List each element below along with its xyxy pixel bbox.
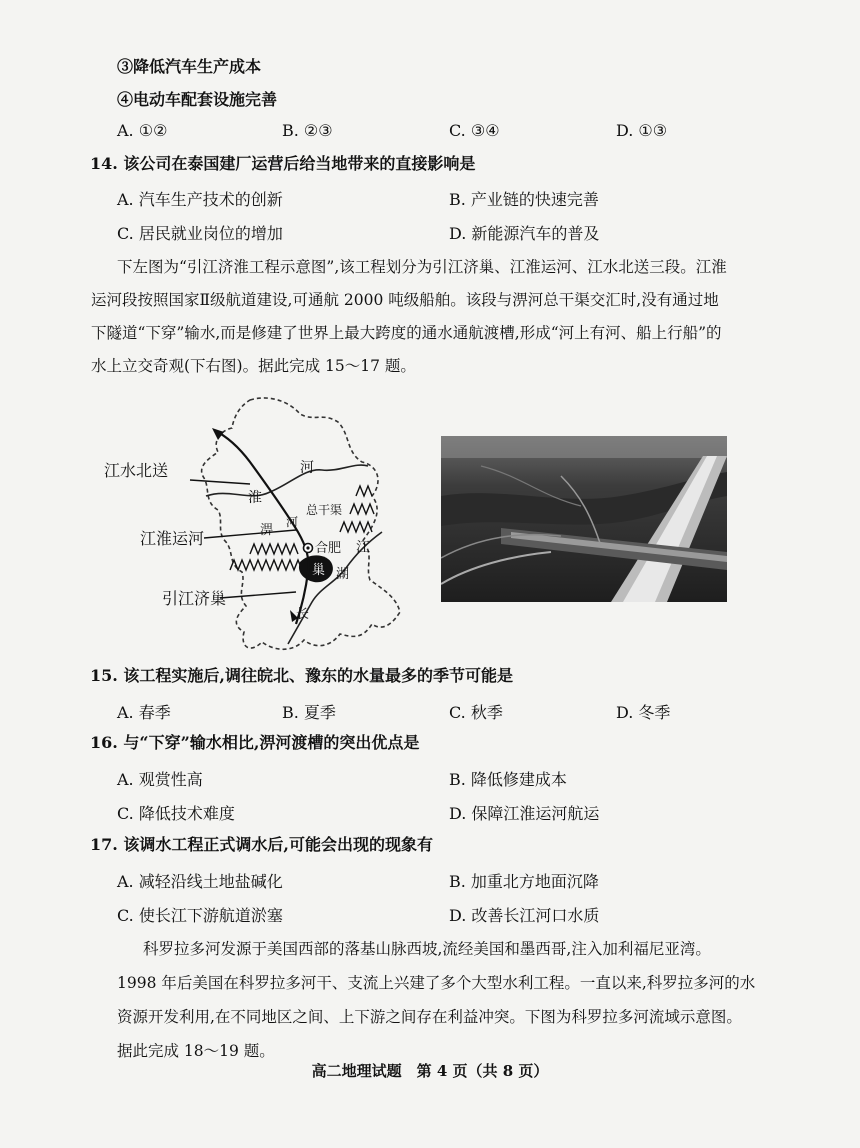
prev-choice-c: C. ③④ — [449, 121, 500, 140]
label-chao: 巢 — [312, 563, 326, 578]
passage1-line-4: 水上立交奇观(下右图)。据此完成 15～17 题。 — [91, 357, 416, 375]
prev-option-item-3: ③降低汽车生产成本 — [117, 57, 262, 76]
label-zong-gan-qu: 总干渠 — [306, 503, 343, 517]
prev-choice-b: B. ②③ — [282, 121, 333, 140]
label-jiang: 江 — [356, 540, 370, 556]
label-jiangshui-beisong: 江水北送 — [104, 461, 169, 480]
label-hu: 湖 — [336, 567, 350, 582]
leader-line-north — [190, 480, 250, 484]
route-arrow-head-icon — [212, 428, 224, 440]
passage2-line-2: 1998 年后美国在科罗拉多河干、支流上兴建了多个大型水利工程。一直以来,科罗拉多河的水 — [117, 974, 756, 992]
leader-line-chao — [220, 592, 296, 598]
q14-option-b: B. 产业链的快速完善 — [449, 190, 599, 209]
q17-option-b: B. 加重北方地面沉降 — [449, 872, 599, 891]
passage2-line-1: 科罗拉多河发源于美国西部的落基山脉西坡,流经美国和墨西哥,注入加利福尼亚湾。 — [143, 940, 711, 958]
q15-option-b: B. 夏季 — [282, 703, 336, 722]
passage2-line-3: 资源开发利用,在不同地区之间、上下游之间存在利益冲突。下图为科罗拉多河流域示意图。 — [117, 1008, 742, 1026]
question-16-stem: 16. 与“下穿”输水相比,淠河渡槽的突出优点是 — [90, 733, 420, 752]
q14-option-d: D. 新能源汽车的普及 — [449, 224, 600, 243]
label-hefei: 合肥 — [315, 541, 342, 556]
label-pi: 淠 — [260, 523, 274, 538]
label-he2: 河 — [286, 515, 299, 529]
prev-choice-d: D. ①③ — [616, 121, 668, 140]
q14-option-c: C. 居民就业岗位的增加 — [117, 224, 283, 243]
aqueduct-aerial-photo — [441, 436, 727, 602]
q16-option-b: B. 降低修建成本 — [449, 770, 567, 789]
label-huai: 淮 — [248, 490, 262, 506]
label-jianghuai-yunhe: 江淮运河 — [140, 529, 205, 548]
page-footer: 高二地理试题 第 4 页（共 8 页） — [311, 1062, 549, 1080]
yinjiangjihuai-map — [100, 392, 420, 657]
label-yinjiang-jichao: 引江济巢 — [162, 589, 227, 608]
passage1-line-3: 下隧道“下穿”输水,而是修建了世界上最大跨度的通水通航渡槽,形成“河上有河、船上行船”的 — [91, 324, 722, 342]
prev-option-item-4: ④电动车配套设施完善 — [117, 90, 278, 109]
leader-line-canal — [204, 530, 296, 538]
prev-choice-a: A. ①② — [117, 121, 168, 140]
q17-option-d: D. 改善长江河口水质 — [449, 906, 600, 925]
passage-yinjiangjihuai — [91, 251, 785, 383]
passage1-line-1: 下左图为“引江济淮工程示意图”,该工程划分为引江济巢、江淮运河、江水北送三段。江淮 — [117, 258, 727, 276]
q14-option-a: A. 汽车生产技术的创新 — [117, 190, 283, 209]
q16-option-a: A. 观赏性高 — [117, 770, 203, 789]
q15-option-d: D. 冬季 — [616, 703, 671, 722]
question-15-stem: 15. 该工程实施后,调往皖北、豫东的水量最多的季节可能是 — [90, 666, 513, 685]
huai-river-line — [206, 465, 368, 496]
passage-colorado-river — [117, 932, 785, 1068]
question-14-stem: 14. 该公司在泰国建厂运营后给当地带来的直接影响是 — [90, 154, 476, 173]
passage1-line-2: 运河段按照国家Ⅱ级航道建设,可通航 2000 吨级船舶。该段与淠河总干渠交汇时,没有通过地 — [91, 291, 719, 309]
q15-option-a: A. 春季 — [117, 703, 171, 722]
question-17-stem: 17. 该调水工程正式调水后,可能会出现的现象有 — [90, 835, 433, 854]
q16-option-c: C. 降低技术难度 — [117, 804, 235, 823]
passage2-line-4: 据此完成 18～19 题。 — [117, 1042, 275, 1060]
q17-option-c: C. 使长江下游航道淤塞 — [117, 906, 283, 925]
q15-option-c: C. 秋季 — [449, 703, 503, 722]
q16-option-d: D. 保障江淮运河航运 — [449, 804, 600, 823]
q17-option-a: A. 减轻沿线土地盐碱化 — [117, 872, 283, 891]
label-he: 河 — [300, 460, 314, 476]
label-chang: 长 — [296, 607, 310, 622]
